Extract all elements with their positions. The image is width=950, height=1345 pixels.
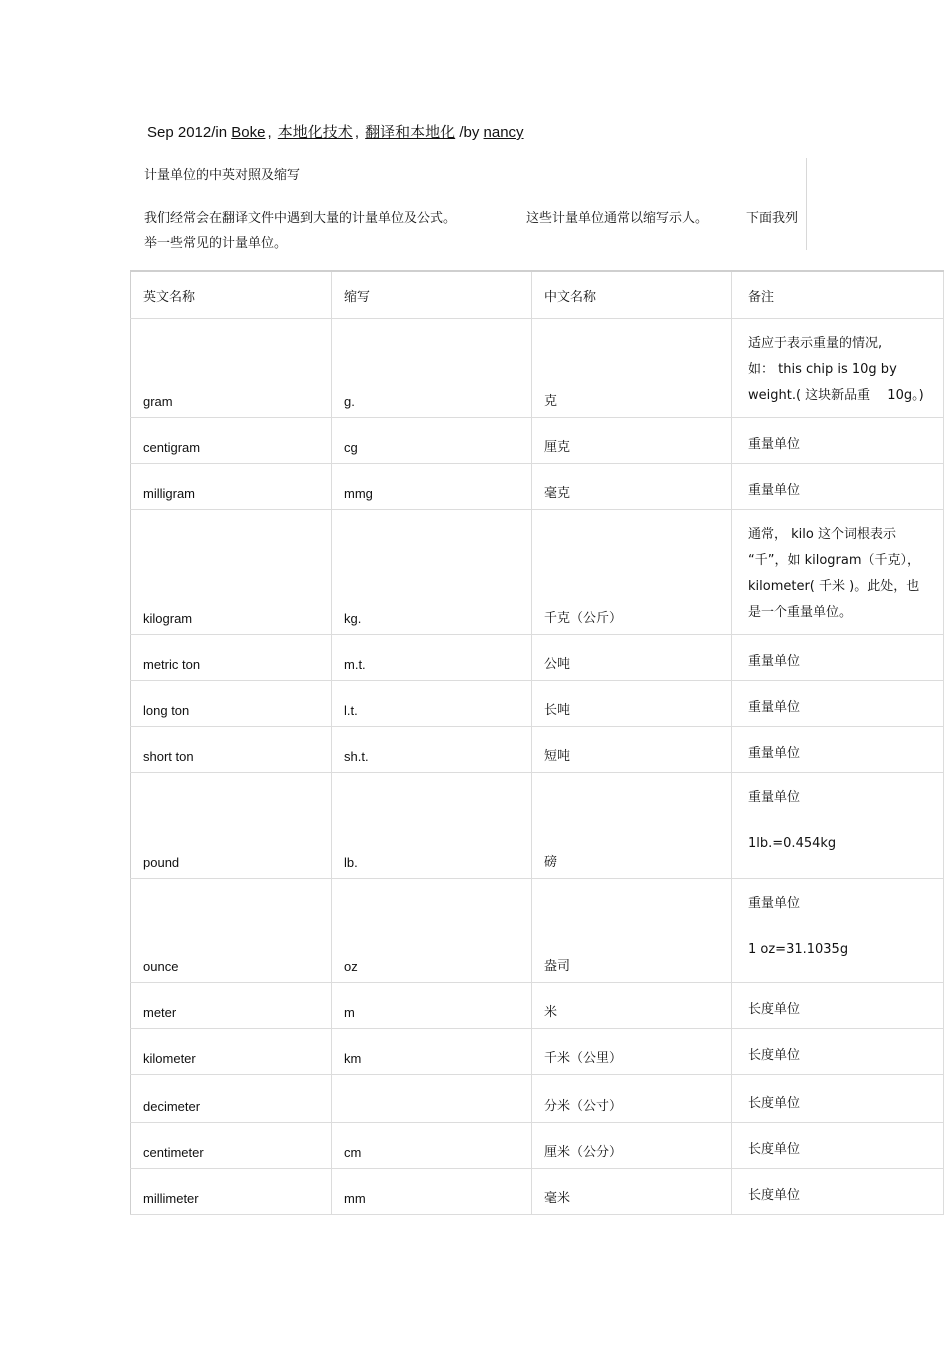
table-row <box>131 635 944 681</box>
remark-line: 长度单位 <box>748 1048 801 1063</box>
cell-remarks <box>732 1169 944 1215</box>
cell-abbreviation <box>332 1075 532 1123</box>
header-remarks: 备注 <box>732 271 944 319</box>
cell-english-name: long ton <box>131 681 332 727</box>
table-row <box>131 681 944 727</box>
table-row <box>131 879 944 983</box>
author-link[interactable]: nancy <box>483 124 524 141</box>
cell-abbreviation: cg <box>332 418 532 464</box>
cell-abbreviation: kg. <box>332 510 532 635</box>
remark-line: 重量单位 <box>748 483 801 498</box>
cell-chinese-name: 米 <box>532 983 732 1029</box>
remark-line: 长度单位 <box>748 1188 801 1203</box>
post-meta: Sep 2012/in Boke , 本地化技术 , 翻译和本地化 /by nancy <box>147 124 524 141</box>
cell-abbreviation: oz <box>332 879 532 983</box>
intro-text-a: 我们经常会在翻译文件中遇到大量的计量单位及公式。 <box>144 211 457 226</box>
cell-remarks <box>732 983 944 1029</box>
cell-english-name: gram <box>131 319 332 418</box>
table-row <box>131 1075 944 1123</box>
remark-line: 重量单位 <box>748 700 801 715</box>
remark-line: 重量单位 <box>748 790 801 805</box>
cell-abbreviation: mm <box>332 1169 532 1215</box>
cell-english-name: meter <box>131 983 332 1029</box>
cell-abbreviation: m.t. <box>332 635 532 681</box>
category-link-boke[interactable]: Boke <box>231 124 266 141</box>
cell-english-name: ounce <box>131 879 332 983</box>
cell-english-name: metric ton <box>131 635 332 681</box>
cell-chinese-name: 分米（公寸） <box>532 1075 732 1123</box>
cell-chinese-name: 克 <box>532 319 732 418</box>
cell-remarks <box>732 319 944 418</box>
cell-remarks <box>732 773 944 879</box>
remark-line: 重量单位 <box>748 896 801 911</box>
remark-line: kilometer( 千米 )。此处，也 <box>748 579 920 594</box>
cell-chinese-name: 毫克 <box>532 464 732 510</box>
remark-line: 是一个重量单位。 <box>748 605 853 620</box>
intro-paragraph-line2: 举一些常见的计量单位。 <box>144 236 288 251</box>
article-title: 计量单位的中英对照及缩写 <box>144 168 301 183</box>
table-row <box>131 727 944 773</box>
remark-line: 长度单位 <box>748 1002 801 1017</box>
cell-remarks <box>732 681 944 727</box>
cell-english-name: millimeter <box>131 1169 332 1215</box>
cell-english-name: milligram <box>131 464 332 510</box>
table-header-row <box>131 271 944 319</box>
cell-chinese-name: 厘米（公分） <box>532 1123 732 1169</box>
cell-chinese-name: 短吨 <box>532 727 732 773</box>
cell-english-name: pound <box>131 773 332 879</box>
remark-line: 如： this chip is 10g by <box>748 362 897 377</box>
cell-remarks <box>732 727 944 773</box>
cell-remarks <box>732 418 944 464</box>
cell-chinese-name: 毫米 <box>532 1169 732 1215</box>
remark-line: 1lb.=0.454kg <box>748 836 837 851</box>
remark-line: “千”，如 kilogram（千克）， <box>748 553 921 568</box>
table-row <box>131 1123 944 1169</box>
cell-remarks <box>732 879 944 983</box>
header-abbreviation: 缩写 <box>332 271 532 319</box>
remark-line: 长度单位 <box>748 1096 801 1111</box>
cell-remarks <box>732 635 944 681</box>
post-date: Sep 2012/in <box>147 124 228 141</box>
cell-abbreviation: m <box>332 983 532 1029</box>
cell-abbreviation: mmg <box>332 464 532 510</box>
header-english-name: 英文名称 <box>131 271 332 319</box>
table-row <box>131 418 944 464</box>
cell-remarks <box>732 1123 944 1169</box>
remark-line: 重量单位 <box>748 654 801 669</box>
cell-english-name: decimeter <box>131 1075 332 1123</box>
remark-line: 适应于表示重量的情况, <box>748 336 883 351</box>
table-row <box>131 983 944 1029</box>
remark-line: 重量单位 <box>748 746 801 761</box>
remark-line: 重量单位 <box>748 437 801 452</box>
cell-chinese-name: 厘克 <box>532 418 732 464</box>
intro-text-c: 下面我列 <box>746 211 799 226</box>
table-row <box>131 773 944 879</box>
intro-section <box>140 158 807 250</box>
cell-abbreviation: sh.t. <box>332 727 532 773</box>
cell-remarks <box>732 1075 944 1123</box>
intro-text-b: 这些计量单位通常以缩写示人。 <box>526 211 709 226</box>
cell-remarks <box>732 1029 944 1075</box>
cell-chinese-name: 磅 <box>532 773 732 879</box>
cell-chinese-name: 千克（公斤） <box>532 510 732 635</box>
cell-abbreviation: g. <box>332 319 532 418</box>
cell-chinese-name: 盎司 <box>532 879 732 983</box>
cell-remarks <box>732 510 944 635</box>
intro-paragraph-line1 <box>144 207 804 226</box>
cell-chinese-name: 千米（公里） <box>532 1029 732 1075</box>
cell-english-name: centimeter <box>131 1123 332 1169</box>
cell-chinese-name: 公吨 <box>532 635 732 681</box>
cell-chinese-name: 长吨 <box>532 681 732 727</box>
remark-line: 1 oz=31.1035g <box>748 942 849 957</box>
by-label: /by <box>459 124 480 141</box>
cell-abbreviation: l.t. <box>332 681 532 727</box>
header-chinese-name: 中文名称 <box>532 271 732 319</box>
units-table <box>130 270 944 1215</box>
table-row <box>131 1029 944 1075</box>
cell-abbreviation: km <box>332 1029 532 1075</box>
cell-abbreviation: cm <box>332 1123 532 1169</box>
remark-line: weight.( 这块新品重 10g。) <box>748 388 924 403</box>
table-row <box>131 510 944 635</box>
cell-english-name: centigram <box>131 418 332 464</box>
remark-line: 通常， kilo 这个词根表示 <box>748 527 896 542</box>
category-link-localization-tech[interactable]: 本地化技术 <box>277 124 353 141</box>
cell-english-name: short ton <box>131 727 332 773</box>
table-row <box>131 1169 944 1215</box>
cell-english-name: kilogram <box>131 510 332 635</box>
cell-abbreviation: lb. <box>332 773 532 879</box>
cell-english-name: kilometer <box>131 1029 332 1075</box>
cell-remarks <box>732 464 944 510</box>
table-row <box>131 319 944 418</box>
remark-line: 长度单位 <box>748 1142 801 1157</box>
category-link-translation[interactable]: 翻译和本地化 <box>365 124 456 141</box>
table-row <box>131 464 944 510</box>
